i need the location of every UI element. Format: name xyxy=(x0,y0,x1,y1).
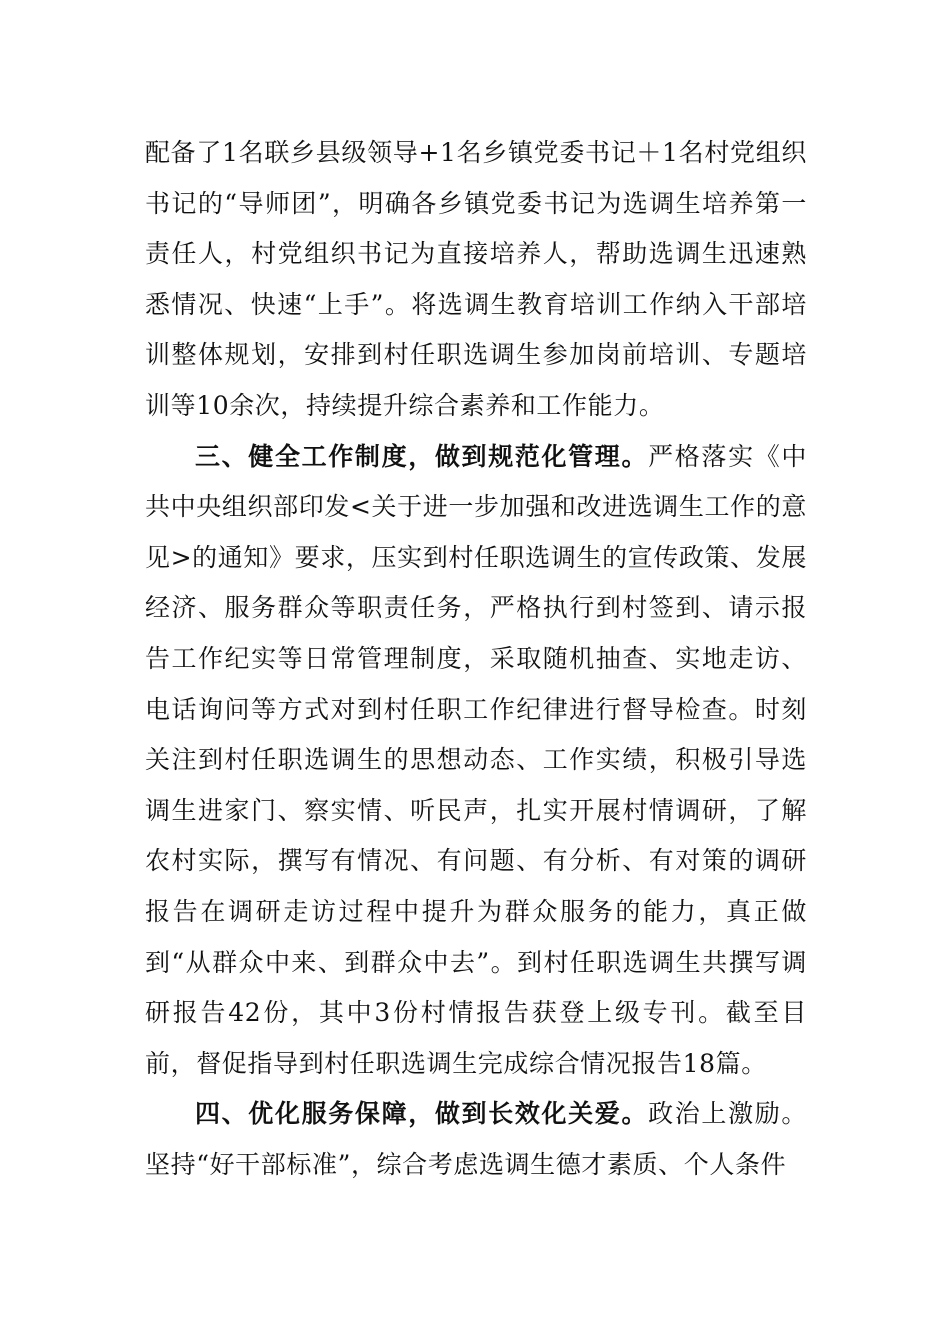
paragraph-text: 配备了1名联乡县级领导+1名乡镇党委书记＋1名村党组织书记的“导师团”，明确各乡镇党委书记为选调生培养第一责任人，村党组织书记为直接培养人，帮助选调生迅速熟悉情况、快速“上手”。将选调生教育培训工作纳入干部培训整体规划，安排到村任职选调生参加岗前培训、专题培训等10余次，持续提升综合素养和工作能力。 xyxy=(145,138,807,420)
paragraph-text: 严格落实《中共中央组织部印发<关于进一步加强和改进选调生工作的意见>的通知》要求，压实到村任职选调生的宣传政策、发展经济、服务群众等职责任务，严格执行到村签到、请示报告工作纪实等日常管理制度，采取随机抽查、实地走访、电话询问等方式对到村任职工作纪律进行督导检查。时刻关注到村任职选调生的思想动态、工作实绩，积极引导选调生进家门、察实情、听民声，扎实开展村情调研，了解农村实际，撰写有情况、有问题、有分析、有对策的调研报告在调研走访过程中提升为群众服务的能力，真正做到“从群众中来、到群众中去”。到村任职选调生共撰写调研报告42份，其中3份村情报告获登上级专刊。截至目前，督促指导到村任职选调生完成综合情况报告18篇。 xyxy=(145,441,807,1078)
document-body xyxy=(145,128,807,1190)
paragraph-section-three xyxy=(145,432,807,1090)
paragraph-section-four xyxy=(145,1089,807,1190)
section-heading: 三、健全工作制度，做到规范化管理。 xyxy=(195,441,649,471)
paragraph-text: 政治上激励。坚持“好干部标准”，综合考虑选调生德才素质、个人条件 xyxy=(145,1099,807,1179)
section-heading: 四、优化服务保障，做到长效化关爱。 xyxy=(195,1099,649,1129)
paragraph-continuation xyxy=(145,128,807,432)
